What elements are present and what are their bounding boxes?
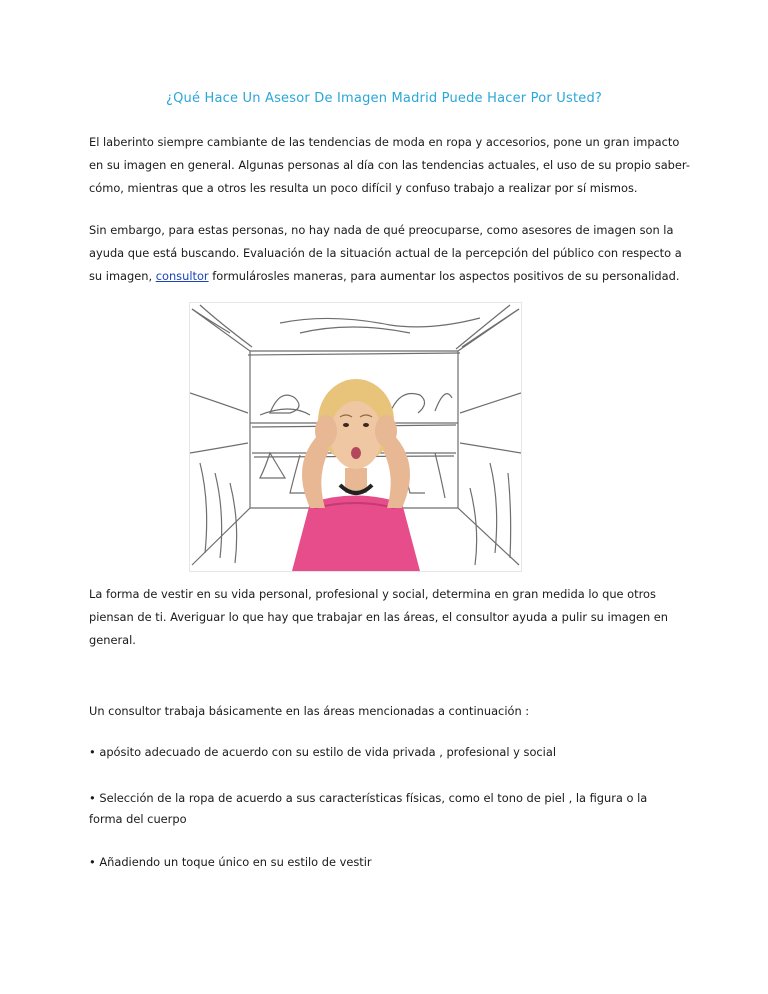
bullet-item	[89, 851, 689, 874]
paragraph-line-with-link	[89, 265, 689, 288]
document-title: ¿Qué Hace Un Asesor De Imagen Madrid Puede Hacer Por Usted?	[165, 91, 602, 106]
paragraph-line: en su imagen en general. Algunas personas al día con las tendencias actuales, el uso de su propio saber-	[89, 158, 690, 172]
paragraph-line: general.	[89, 633, 136, 647]
paragraph-line: El laberinto siempre cambiante de las tendencias de moda en ropa y accesorios, pone un gran impacto	[89, 135, 680, 149]
bullet-line: • Añadiendo un toque único en su estilo de vestir	[89, 855, 372, 869]
paragraph-line: cómo, mientras que a otros les resulta un poco difícil y confuso trabajo a realizar por sí mismos.	[89, 181, 638, 195]
paragraph-advisors	[89, 219, 689, 288]
bullet-line: forma del cuerpo	[89, 812, 187, 826]
line-text-before-link: su imagen,	[89, 269, 156, 283]
paragraph-line: La forma de vestir en su vida personal, profesional y social, determina en gran medida lo que otros	[89, 587, 656, 601]
paragraph-dressing	[89, 583, 689, 652]
paragraph-line: ayuda que está buscando. Evaluación de la situación actual de la percepción del público con respecto a	[89, 246, 682, 260]
paragraph-line: Un consultor trabaja básicamente en las áreas mencionadas a continuación :	[89, 704, 530, 718]
bullet-item	[89, 741, 689, 764]
paragraph-intro	[89, 131, 689, 200]
woman-figure	[292, 379, 420, 571]
bullet-line: • Selección de la ropa de acuerdo a sus características físicas, como el tono de piel , la figura o la	[89, 791, 648, 805]
paragraph-areas-intro	[89, 700, 689, 723]
line-text-after-link: formulárosles maneras, para aumentar los aspectos positivos de su personalidad.	[208, 269, 680, 283]
paragraph-line: piensan de ti. Averiguar lo que hay que trabajar en las áreas, el consultor ayuda a pulir su imagen en	[89, 610, 669, 624]
consultor-link[interactable]: consultor	[155, 269, 209, 283]
bullet-line: • apósito adecuado de acuerdo con su estilo de vida privada , profesional y social	[89, 745, 556, 759]
paragraph-line: Sin embargo, para estas personas, no hay nada de qué preocuparse, como asesores de imagen son la	[89, 223, 674, 237]
woman-closet-photo	[189, 302, 522, 572]
bullet-item	[89, 788, 689, 830]
